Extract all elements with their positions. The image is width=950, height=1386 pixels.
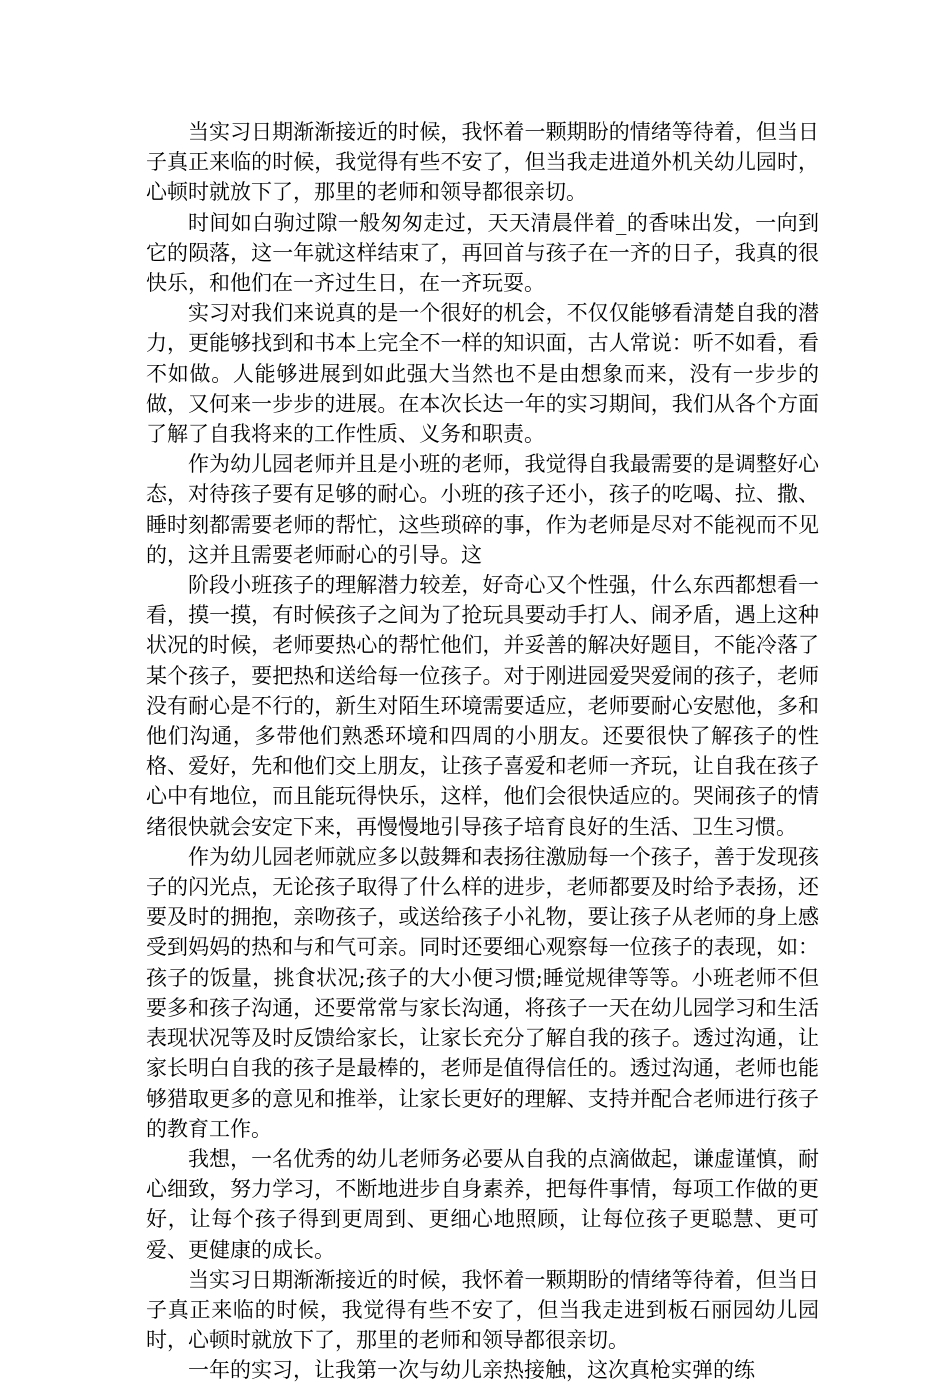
- paragraph: 当实习日期渐渐接近的时候，我怀着一颗期盼的情绪等待着，但当日子真正来临的时候，我觉得有些不安了，但当我走进到板石丽园幼儿园时，心顿时就放下了，那里的老师和领导都很亲切。: [146, 1267, 819, 1353]
- paragraph: 当实习日期渐渐接近的时候，我怀着一颗期盼的情绪等待着，但当日子真正来临的时候，我觉得有些不安了，但当我走进道外机关幼儿园时，心顿时就放下了，那里的老师和领导都很亲切。: [146, 120, 819, 205]
- paragraph: 作为幼儿园老师就应多以鼓舞和表扬往激励每一个孩子，善于发现孩子的闪光点，无论孩子取得了什么样的进步，老师都要及时给予表扬，还要及时的拥抱，亲吻孩子，或送给孩子小礼物，要让孩子从老师的身上感受到妈妈的热和与和气可亲。同时还要细心观察每一位孩子的表现，如：孩子的饭量，挑食状况;孩子的大小便习惯;睡觉规律等等。小班老师不但要多和孩子沟通，还要常常与家长沟通，将孩子一天在幼儿园学习和生活表现状况等及时反馈给家长，让家长充分了解自我的孩子。透过沟通，让家长明白自我的孩子是最棒的，老师是值得信任的。透过沟通，老师也能够猎取更多的意见和推举，让家长更好的理解、支持并配合老师进行孩子的教育工作。: [146, 844, 819, 1141]
- paragraph: 作为幼儿园老师并且是小班的老师，我觉得自我最需要的是调整好心态，对待孩子要有足够的耐心。小班的孩子还小，孩子的吃喝、拉、撒、睡时刻都需要老师的帮忙，这些琐碎的事，作为老师是尽对不能视而不见的，这并且需要老师耐心的引导。这: [146, 452, 819, 567]
- document-body: [146, 117, 819, 1386]
- paragraph: 我想，一名优秀的幼儿老师务必要从自我的点滴做起，谦虚谨慎，耐心细致，努力学习，不断地进步自身素养，把每件事情，每项工作做的更好，让每个孩子得到更周到、更细心地照顾，让每位孩子更聪慧、更可爱、更健康的成长。: [146, 1146, 819, 1262]
- paragraph: 阶段小班孩子的理解潜力较差，好奇心又个性强，什么东西都想看一看，摸一摸，有时候孩子之间为了抢玩具要动手打人、闹矛盾，遇上这种状况的时候，老师要热心的帮忙他们，并妥善的解决好题目，不能冷落了某个孩子，要把热和送给每一位孩子。对于刚进园爱哭爱闹的孩子，老师没有耐心是不行的，新生对陌生环境需要适应，老师要耐心安慰他，多和他们沟通，多带他们熟悉环境和四周的小朋友。还要很快了解孩子的性格、爱好，先和他们交上朋友，让孩子喜爱和老师一齐玩，让自我在孩子心中有地位，而且能玩得快乐，这样，他们会很快适应的。哭闹孩子的情绪很快就会安定下来，再慢慢地引导孩子培育良好的生活、卫生习惯。: [146, 573, 819, 839]
- paragraph: 时间如白驹过隙一般匆匆走过，天天清晨伴着_的香味出发，一向到它的陨落，这一年就这样结束了，再回首与孩子在一齐的日子，我真的很快乐，和他们在一齐过生日，在一齐玩耍。: [146, 210, 819, 296]
- paragraph: 实习对我们来说真的是一个很好的机会，不仅仅能够看清楚自我的潜力，更能够找到和书本上完全不一样的知识面，古人常说：听不如看，看不如做。人能够进展到如此强大当然也不是由想象而来，没有一步步的做，又何来一步步的进展。在本次长达一年的实习期间，我们从各个方面了解了自我将来的工作性质、义务和职责。: [146, 301, 819, 447]
- paragraph: 一年的实习，让我第一次与幼儿亲热接触，这次真枪实弹的练: [188, 1358, 755, 1383]
